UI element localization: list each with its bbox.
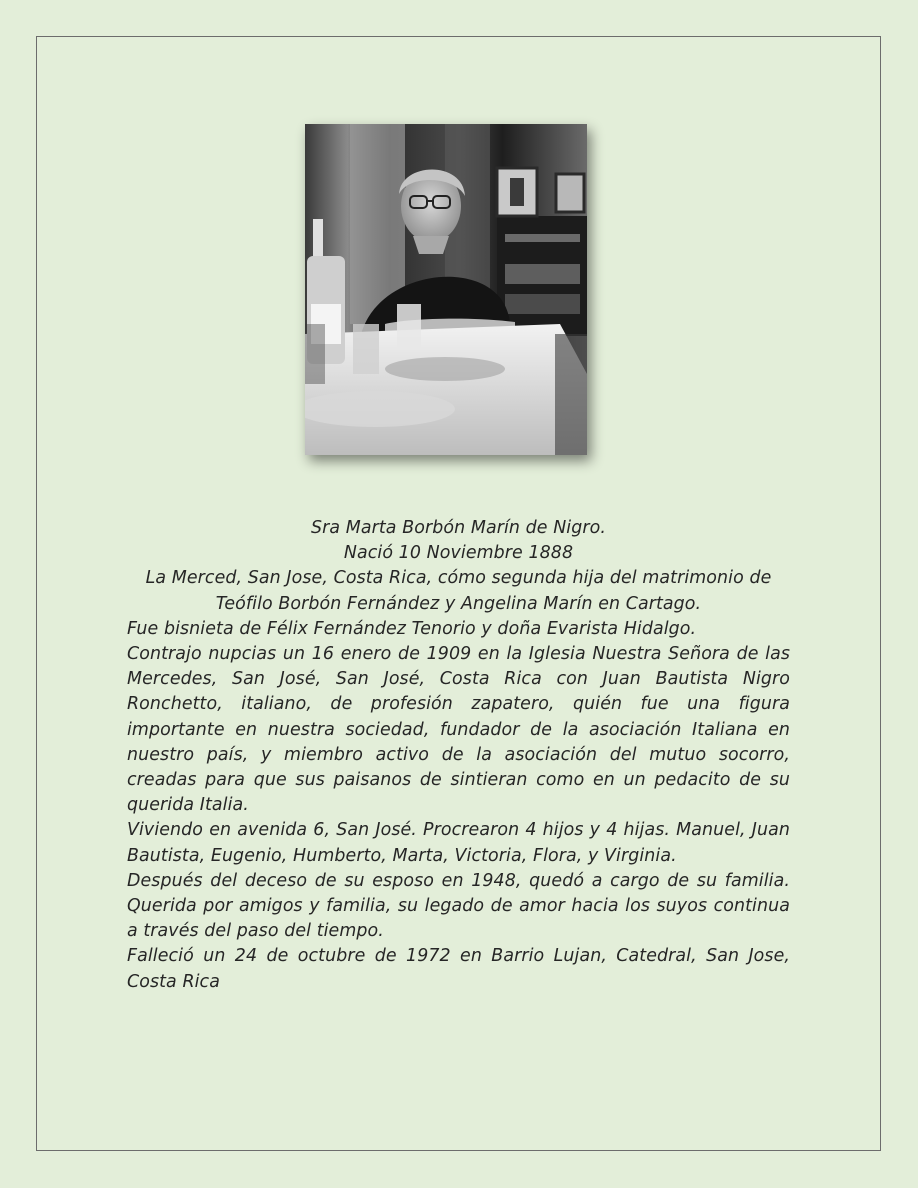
bio-paragraph-2: Contrajo nupcias un 16 enero de 1909 en la Iglesia Nuestra Señora de las Mercedes, San José, San José, Costa Rica con Juan Bautista Nigro Ronchetto, italiano, de profesión zapatero, quién fue una figura importante en nuestra sociedad, fundador de la asociación Italiana en nuestro país, y miembro activo de la asociación del mutuo socorro, creadas para que sus paisanos de sintieran como en un pedacito de su querida Italia.	[127, 644, 790, 816]
caption-block	[141, 516, 776, 617]
portrait-photo	[305, 124, 587, 455]
bio-paragraph-4: Después del deceso de su esposo en 1948, quedó a cargo de su familia. Querida por amigos y familia, su legado de amor hacia los suyos continua a través del paso del tiempo.	[127, 870, 790, 942]
biography-text	[127, 516, 790, 995]
photo-icon	[305, 124, 587, 455]
birth-date: Nació 10 Noviembre 1888	[343, 543, 574, 564]
birth-place: La Merced, San Jose, Costa Rica, cómo segunda hija del matrimonio de Teófilo Borbón Fernández y Angelina Marín en Cartago.	[145, 568, 772, 614]
person-name: Sra Marta Borbón Marín de Nigro.	[311, 518, 606, 538]
bio-paragraph-1: Fue bisnieta de Félix Fernández Tenorio y doña Evarista Hidalgo.	[127, 618, 697, 639]
bio-paragraph-5: Falleció un 24 de octubre de 1972 en Barrio Lujan, Catedral, San Jose, Costa Rica	[127, 946, 790, 992]
bio-paragraph-3: Viviendo en avenida 6, San José. Procrearon 4 hijos y 4 hijas. Manuel, Juan Bautista, Eugenio, Humberto, Marta, Victoria, Flora, y Virginia.	[127, 820, 790, 866]
